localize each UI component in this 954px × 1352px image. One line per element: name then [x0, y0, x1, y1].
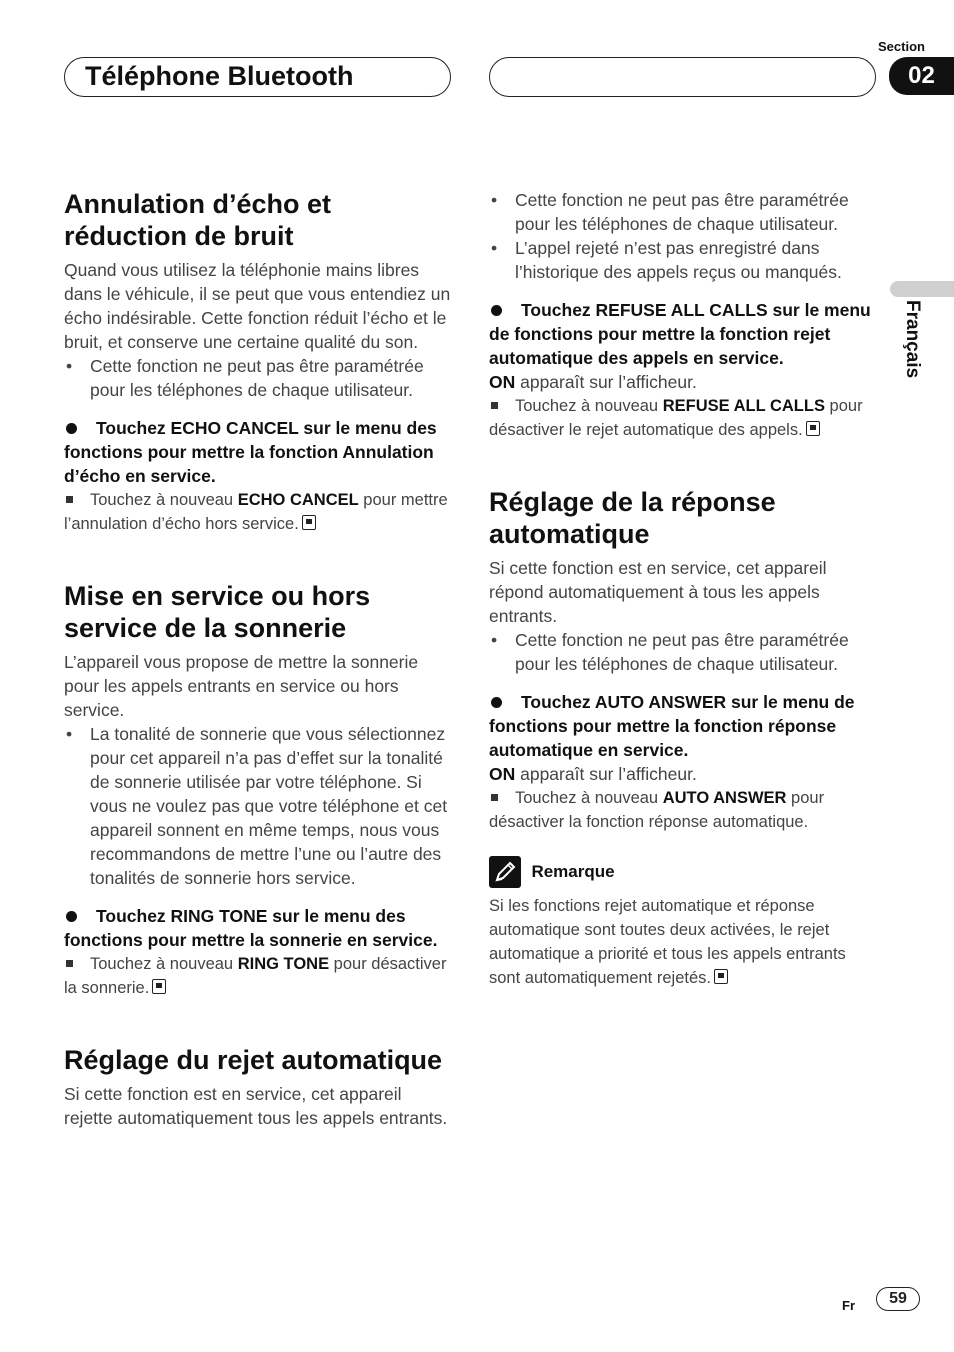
ring-bullet: • La tonalité de sonnerie que vous sélectionnez pour cet appareil n’a pas d’effet sur la tonalité de sonnerie utilisée par votre téléphone. Si vous ne voulez pas que votre téléphone et cet appareil sonnent en même temps, nous vous recommandons de mettre l’une ou l’autre des tonalités de sonnerie hors service. — [66, 724, 448, 888]
note-title: Remarque — [531, 862, 615, 881]
step-dot-icon — [491, 305, 502, 316]
answer-intro: Si cette fonction est en service, cet appareil répond automatiquement à tous les appels entrants. — [489, 558, 827, 626]
square-bullet-icon — [491, 402, 498, 409]
square-bullet-icon — [66, 960, 73, 967]
reject-on-line: ON apparaît sur l’afficheur. — [489, 372, 697, 392]
left-column — [64, 188, 454, 1130]
heading-echo-cancel: Annulation d’écho et réduction de bruit — [64, 189, 331, 251]
answer-substep: Touchez à nouveau AUTO ANSWER pour désactiver la fonction réponse automatique. — [489, 789, 825, 831]
pencil-note-icon — [489, 856, 521, 888]
footer-lang-code: Fr — [842, 1298, 855, 1313]
section-number-badge: 02 — [889, 57, 954, 95]
square-bullet-icon — [491, 794, 498, 801]
page-header-title: Téléphone Bluetooth — [85, 61, 354, 91]
note-body: Si les fonctions rejet automatique et réponse automatique sont toutes deux activées, le rejet automatique a priorité et tous les appels entrants sont automatiquement rejetés. — [489, 897, 846, 987]
step-dot-icon — [491, 697, 502, 708]
echo-bullet: • Cette fonction ne peut pas être paramétrée pour les téléphones de chaque utilisateur. — [66, 356, 424, 400]
bullet-dot: • — [491, 238, 498, 258]
header-blank-pill — [489, 57, 876, 97]
reject-intro: Si cette fonction est en service, cet appareil rejette automatiquement tous les appels entrants. — [64, 1084, 448, 1128]
bullet-dot: • — [491, 630, 498, 650]
answer-bullet: • Cette fonction ne peut pas être paramétrée pour les téléphones de chaque utilisateur. — [491, 630, 849, 674]
ring-step: Touchez RING TONE sur le menu des fonctions pour mettre la sonnerie en service. — [64, 906, 438, 950]
heading-auto-reject: Réglage du rejet automatique — [64, 1045, 443, 1075]
echo-substep: Touchez à nouveau ECHO CANCEL pour mettre l’annulation d’écho hors service. — [64, 491, 448, 533]
step-dot-icon — [66, 911, 77, 922]
reject-bullet-1: • Cette fonction ne peut pas être paramétrée pour les téléphones de chaque utilisateur. — [491, 190, 849, 234]
echo-intro: Quand vous utilisez la téléphonie mains libres dans le véhicule, il se peut que vous entendiez un écho indésirable. Cette fonction réduit l’écho et le bruit, et conserve une certaine qualité du son. — [64, 260, 451, 352]
end-mark-icon — [302, 515, 316, 530]
ring-substep: Touchez à nouveau RING TONE pour désactiver la sonnerie. — [64, 955, 447, 997]
bullet-dot: • — [66, 724, 73, 744]
ring-intro: L’appareil vous propose de mettre la sonnerie pour les appels entrants en service ou hors service. — [64, 652, 419, 720]
heading-auto-answer: Réglage de la réponse automatique — [489, 487, 776, 549]
header-title-pill — [64, 57, 451, 97]
echo-step: Touchez ECHO CANCEL sur le menu des fonctions pour mettre la fonction Annulation d’écho en service. — [64, 418, 437, 486]
note-box — [489, 856, 879, 990]
language-tab-label: Français — [902, 300, 923, 379]
step-dot-icon — [66, 423, 77, 434]
right-column — [489, 188, 879, 990]
end-mark-icon — [152, 979, 166, 994]
answer-step: Touchez AUTO ANSWER sur le menu de fonctions pour mettre la fonction réponse automatique en service. — [489, 692, 855, 760]
square-bullet-icon — [66, 496, 73, 503]
end-mark-icon — [714, 969, 728, 984]
answer-on-line: ON apparaît sur l’afficheur. — [489, 764, 697, 784]
language-tab-marker — [890, 281, 954, 297]
reject-bullet-2: • L’appel rejeté n’est pas enregistré dans l’historique des appels reçus ou manqués. — [491, 238, 842, 282]
reject-step: Touchez REFUSE ALL CALLS sur le menu de fonctions pour mettre la fonction rejet automatique des appels en service. — [489, 300, 871, 368]
section-label: Section — [878, 39, 925, 54]
page-number: 59 — [876, 1287, 920, 1311]
heading-ring-tone: Mise en service ou hors service de la sonnerie — [64, 581, 371, 643]
bullet-dot: • — [491, 190, 498, 210]
reject-substep: Touchez à nouveau REFUSE ALL CALLS pour désactiver le rejet automatique des appels. — [489, 397, 863, 439]
bullet-dot: • — [66, 356, 73, 376]
end-mark-icon — [806, 421, 820, 436]
